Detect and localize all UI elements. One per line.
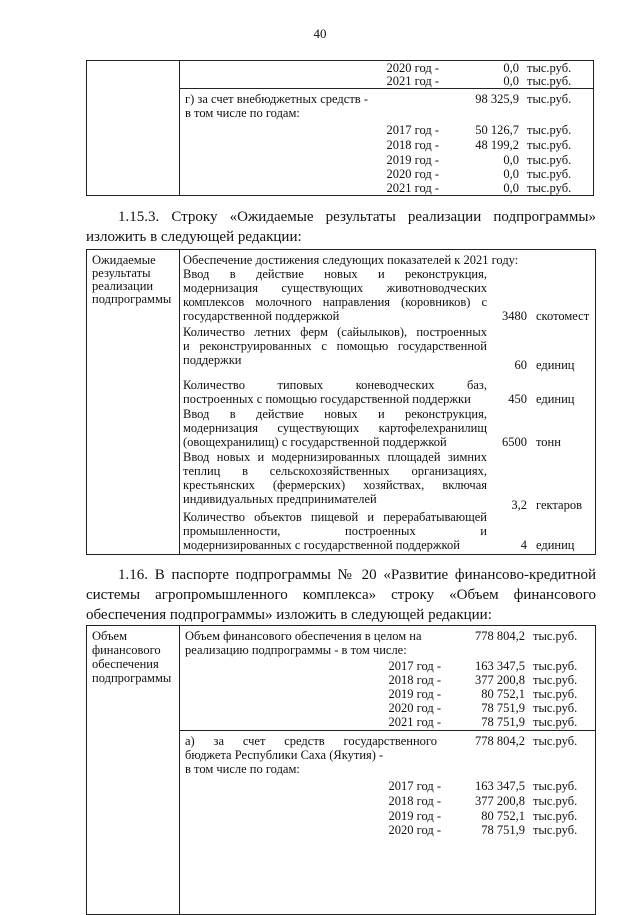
indicator-unit: гектаров xyxy=(536,498,582,512)
indicator-text: и реконструированных с помощью государственной xyxy=(183,339,487,353)
year-label: 2020 год - xyxy=(386,61,439,75)
indicator-value: 3480 xyxy=(502,309,527,323)
indicator-text: модернизация существующих животноводческих xyxy=(183,281,487,295)
page-number: 40 xyxy=(313,26,327,41)
year-value: 78 751,9 xyxy=(481,823,525,837)
indicator-value: 4 xyxy=(520,538,527,552)
indicator-value: 450 xyxy=(508,392,527,406)
paragraph-line: системы агропромышленного комплекса» строку «Объем финансового xyxy=(86,587,596,603)
row-header-line: обеспечения xyxy=(92,657,159,671)
year-unit: тыс.руб. xyxy=(533,779,578,793)
row-divider xyxy=(179,88,593,89)
column-divider xyxy=(179,61,180,195)
state-budget-total: 778 804,2 xyxy=(475,734,525,748)
indicator-value: 6500 xyxy=(502,435,527,449)
indicator-text: Ввод в действие новых и реконструкция, xyxy=(183,407,487,421)
extrabudget-title: г) за счет внебюджетных средств - xyxy=(185,92,368,106)
indicator-text: Количество летних ферм (сайылыков), построенных xyxy=(183,325,487,339)
paragraph-line: 1.15.3. Строку «Ожидаемые результаты реализации подпрограммы» xyxy=(118,209,596,225)
year-label: 2018 год - xyxy=(388,794,441,808)
indicator-text: модернизированных с государственной поддержкой xyxy=(183,538,460,552)
total-funding-text: Объем финансового обеспечения в целом на xyxy=(185,629,422,643)
indicator-text: построенных с помощью государственной поддержки xyxy=(183,392,471,406)
year-value: 78 751,9 xyxy=(481,701,525,715)
year-value: 0,0 xyxy=(503,153,519,167)
column-divider xyxy=(179,626,180,914)
indicator-text: Ввод в действие новых и реконструкция, xyxy=(183,267,487,281)
indicator-text: индивидуальных предпринимателей xyxy=(183,492,377,506)
indicator-text: промышленности, построенных и xyxy=(183,524,487,538)
indicator-unit: скотомест xyxy=(536,309,590,323)
year-value: 48 199,2 xyxy=(475,138,519,152)
extrabudget-unit: тыс.руб. xyxy=(527,92,572,106)
row-divider xyxy=(179,730,595,731)
year-value: 163 347,5 xyxy=(475,779,525,793)
state-budget-text: бюджета Республики Саха (Якутия) - xyxy=(185,748,384,762)
year-unit: тыс.руб. xyxy=(527,167,572,181)
indicator-text: комплексов молочного направления (коровников) с xyxy=(183,295,487,309)
year-unit: тыс.руб. xyxy=(527,153,572,167)
year-value: 50 126,7 xyxy=(475,123,519,137)
total-funding-value: 778 804,2 xyxy=(475,629,525,643)
year-label: 2019 год - xyxy=(388,809,441,823)
year-value: 0,0 xyxy=(503,181,519,195)
indicator-text: поддержки xyxy=(183,353,242,367)
indicator-text: (овощехранилищ) с государственной поддержкой xyxy=(183,435,447,449)
indicator-text: Количество объектов пищевой и перерабатывающей xyxy=(183,510,487,524)
total-funding-text: реализацию подпрограммы - в том числе: xyxy=(185,643,407,657)
year-unit: тыс.руб. xyxy=(527,61,572,75)
year-value: 163 347,5 xyxy=(475,659,525,673)
indicator-text: Количество типовых коневодческих баз, xyxy=(183,378,487,392)
year-unit: тыс.руб. xyxy=(533,809,578,823)
year-label: 2019 год - xyxy=(388,687,441,701)
year-unit: тыс.руб. xyxy=(533,659,578,673)
funding-table-continued xyxy=(86,60,594,196)
year-value: 0,0 xyxy=(503,74,519,88)
row-header-line: Ожидаемые xyxy=(92,253,156,267)
column-divider xyxy=(179,250,180,554)
year-label: 2017 год - xyxy=(388,659,441,673)
year-label: 2018 год - xyxy=(386,138,439,152)
row-header-line: финансового xyxy=(92,643,161,657)
year-label: 2021 год - xyxy=(386,74,439,88)
extrabudget-total: 98 325,9 xyxy=(475,92,519,106)
year-unit: тыс.руб. xyxy=(533,673,578,687)
state-budget-unit: тыс.руб. xyxy=(533,734,578,748)
row-header-line: результаты xyxy=(92,266,151,280)
indicator-unit: тонн xyxy=(536,435,561,449)
year-unit: тыс.руб. xyxy=(527,181,572,195)
indicator-value: 3,2 xyxy=(511,498,527,512)
indicator-text: модернизация существующих картофелехранилищ xyxy=(183,421,487,435)
year-unit: тыс.руб. xyxy=(533,687,578,701)
year-unit: тыс.руб. xyxy=(527,74,572,88)
year-value: 0,0 xyxy=(503,61,519,75)
year-unit: тыс.руб. xyxy=(527,138,572,152)
by-years-label: в том числе по годам: xyxy=(185,762,300,776)
year-label: 2020 год - xyxy=(386,167,439,181)
paragraph-line: обеспечения подпрограммы» изложить в следующей редакции: xyxy=(86,607,492,623)
state-budget-text: а) за счет средств государственного xyxy=(185,734,437,748)
year-unit: тыс.руб. xyxy=(533,701,578,715)
year-unit: тыс.руб. xyxy=(533,823,578,837)
year-label: 2020 год - xyxy=(388,823,441,837)
indicator-text: государственной поддержкой xyxy=(183,309,340,323)
year-label: 2018 год - xyxy=(388,673,441,687)
paragraph-line: 1.16. В паспорте подпрограммы № 20 «Развитие финансово-кредитной xyxy=(118,567,596,583)
year-value: 377 200,8 xyxy=(475,794,525,808)
year-label: 2017 год - xyxy=(388,779,441,793)
row-header-line: реализации xyxy=(92,279,154,293)
row-header-line: Объем xyxy=(92,629,127,643)
indicator-text: крестьянских (фермерских) хозяйствах, включая xyxy=(183,478,487,492)
indicator-unit: единиц xyxy=(536,392,575,406)
year-label: 2020 год - xyxy=(388,701,441,715)
year-label: 2021 год - xyxy=(388,715,441,729)
paragraph-line: изложить в следующей редакции: xyxy=(86,229,302,245)
year-value: 377 200,8 xyxy=(475,673,525,687)
year-value: 78 751,9 xyxy=(481,715,525,729)
indicator-text: Ввод новых и модернизированных площадей зимних xyxy=(183,450,487,464)
by-years-label: в том числе по годам: xyxy=(185,106,300,120)
indicator-value: 60 xyxy=(514,358,527,372)
year-value: 80 752,1 xyxy=(481,809,525,823)
expected-results-table xyxy=(86,249,596,555)
indicator-text: теплиц в сельскохозяйственных организациях, xyxy=(183,464,487,478)
indicator-unit: единиц xyxy=(536,538,575,552)
indicator-unit: единиц xyxy=(536,358,575,372)
results-intro: Обеспечение достижения следующих показателей к 2021 году: xyxy=(183,253,519,267)
row-header-line: подпрограммы xyxy=(92,292,172,306)
year-unit: тыс.руб. xyxy=(527,123,572,137)
total-funding-unit: тыс.руб. xyxy=(533,629,578,643)
year-unit: тыс.руб. xyxy=(533,794,578,808)
year-unit: тыс.руб. xyxy=(533,715,578,729)
year-label: 2017 год - xyxy=(386,123,439,137)
year-value: 80 752,1 xyxy=(481,687,525,701)
year-label: 2019 год - xyxy=(386,153,439,167)
year-value: 0,0 xyxy=(503,167,519,181)
year-label: 2021 год - xyxy=(386,181,439,195)
funding-volume-table xyxy=(86,625,596,915)
row-header-line: подпрограммы xyxy=(92,671,172,685)
